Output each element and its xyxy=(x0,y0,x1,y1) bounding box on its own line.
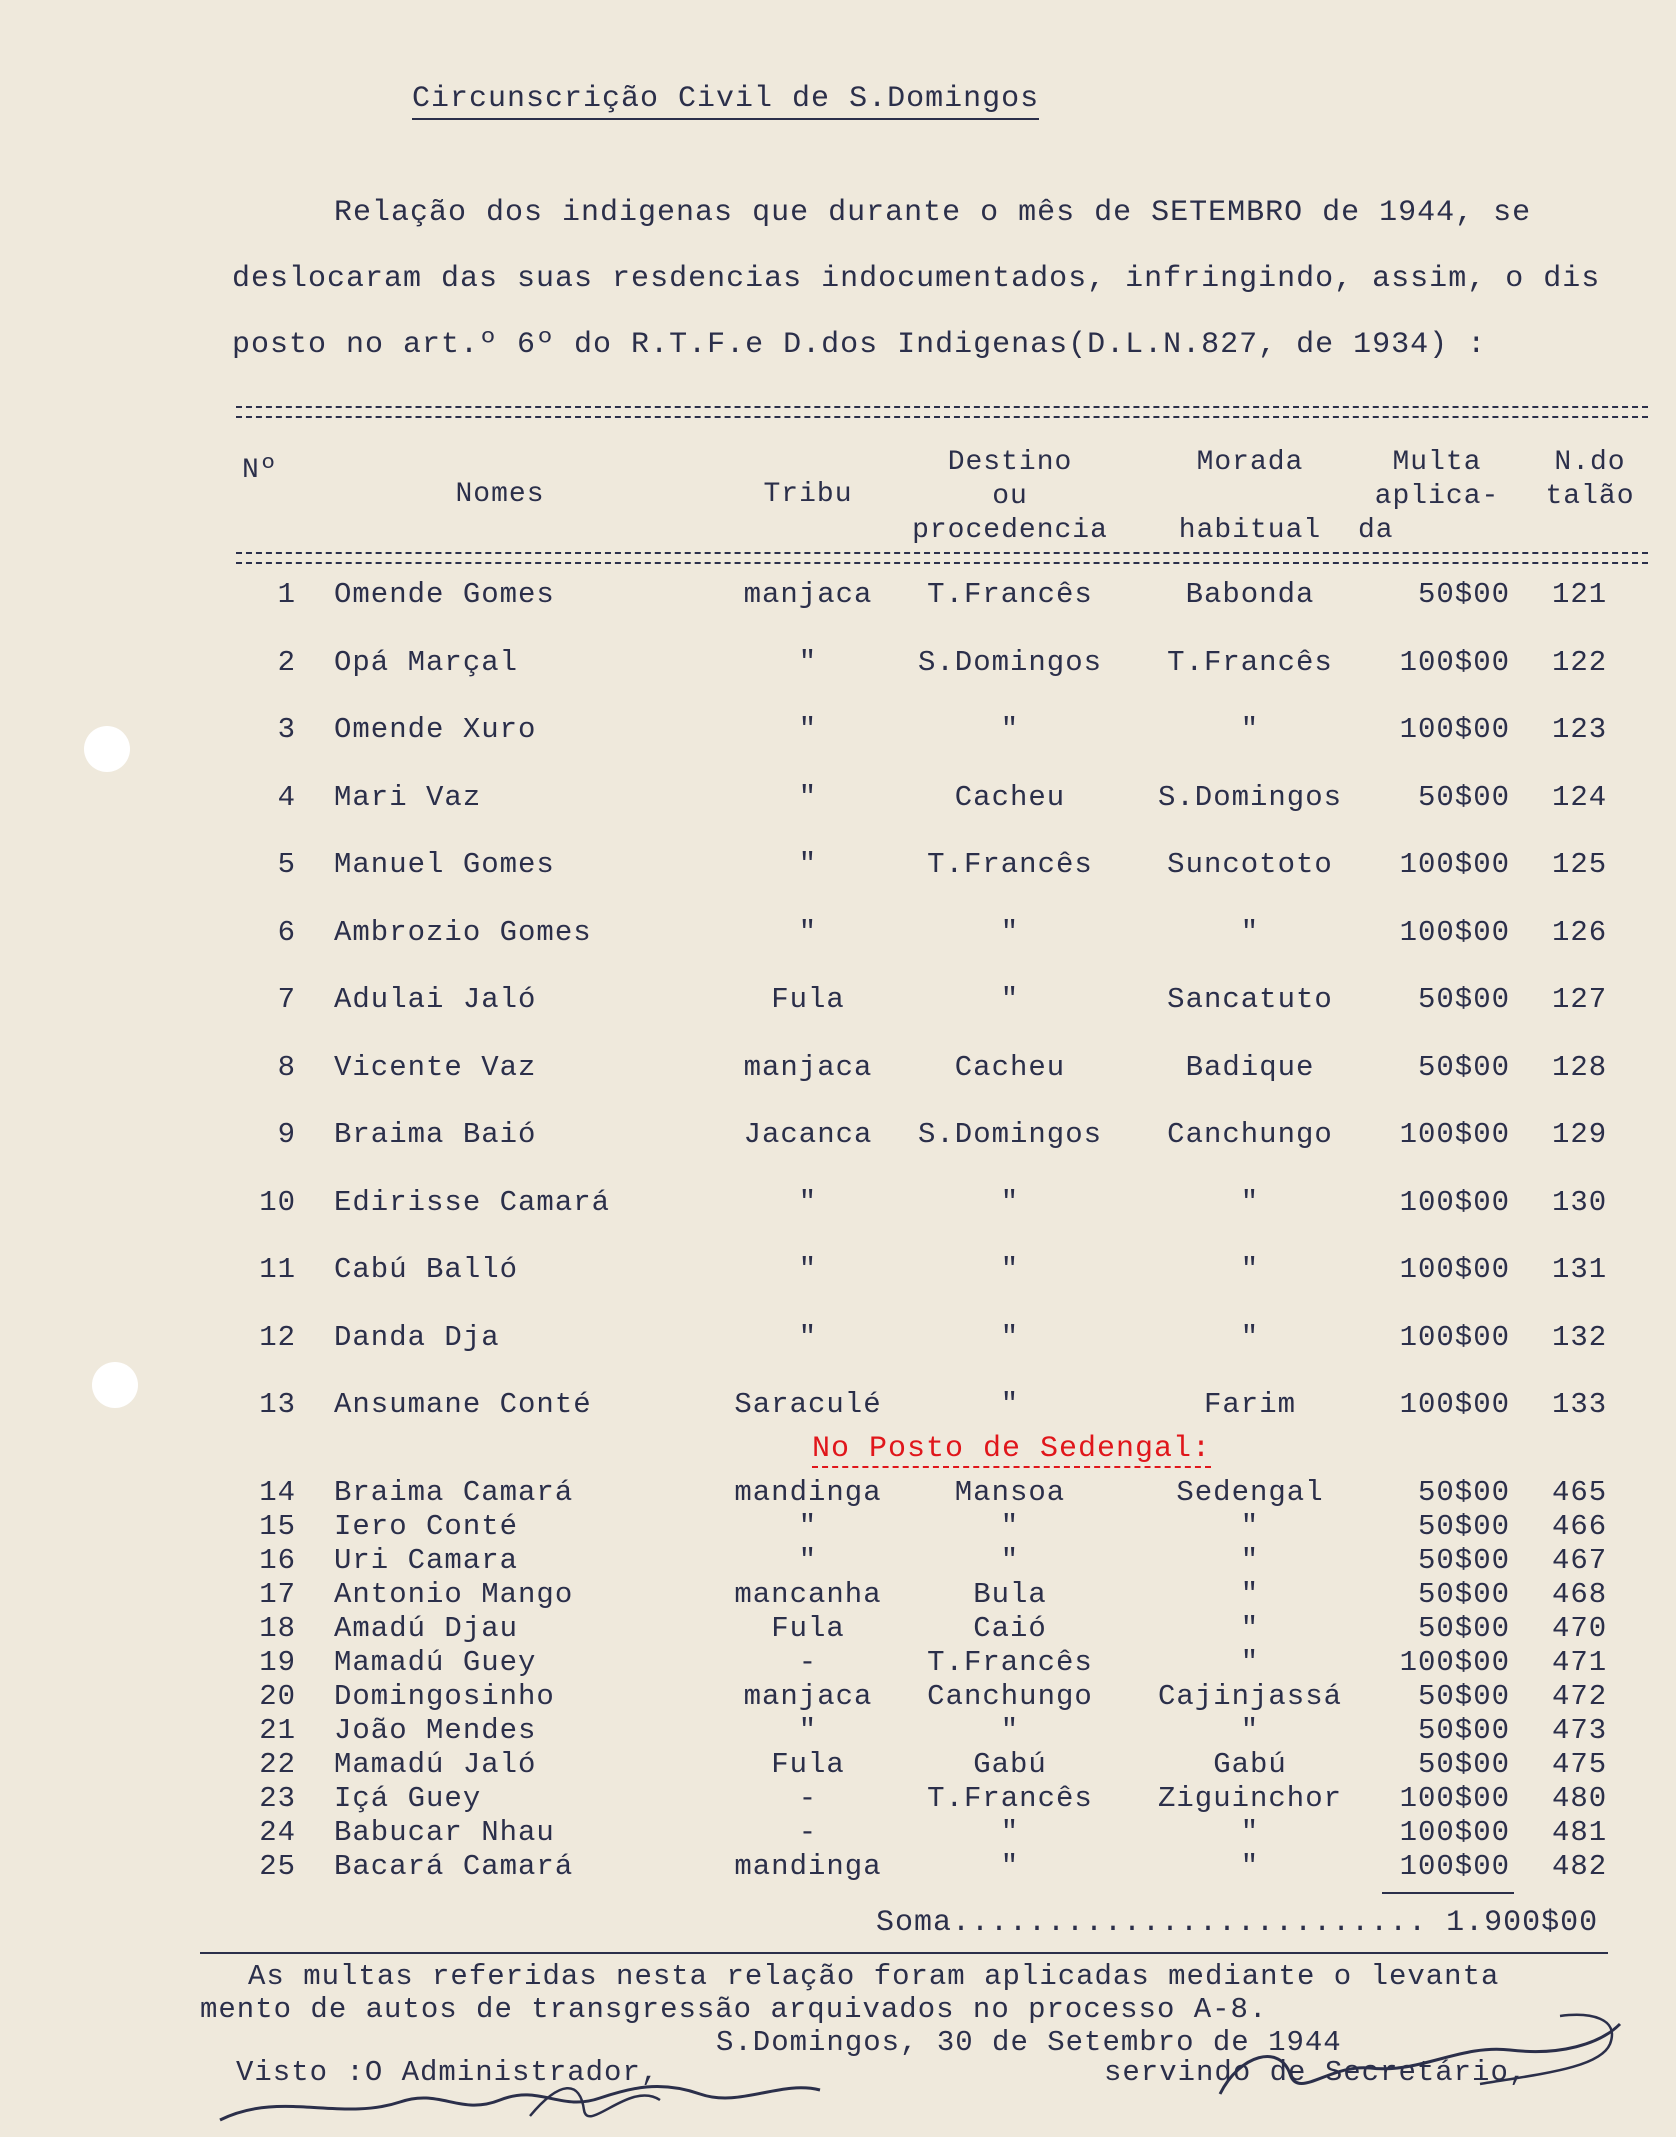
cell-fine: 100$00 xyxy=(1399,1320,1510,1354)
cell-tribe: - xyxy=(798,1782,818,1815)
cell-name: Iero Conté xyxy=(334,1510,519,1543)
footer-note-line-1: As multas referidas nesta relação foram aplicadas mediante o levanta xyxy=(248,1960,1500,1993)
header-destination-line-2: ou xyxy=(992,481,1028,512)
cell-fine: 50$00 xyxy=(1417,1578,1510,1611)
cell-receipt: 121 xyxy=(1552,578,1608,611)
cell-receipt: 471 xyxy=(1552,1646,1608,1679)
cell-name: Antonio Mango xyxy=(334,1578,574,1611)
cell-destination: Mansoa xyxy=(954,1476,1066,1509)
cell-name: Uri Camara xyxy=(334,1544,519,1577)
cell-fine: 50$00 xyxy=(1417,1510,1510,1543)
cell-receipt: 126 xyxy=(1552,915,1608,949)
header-fine-line-1: Multa xyxy=(1392,447,1482,478)
cell-num: 25 xyxy=(259,1850,296,1883)
cell-receipt: 473 xyxy=(1552,1714,1608,1747)
cell-residence: Sancatuto xyxy=(1167,983,1333,1016)
administrator-label: Visto :O Administrador, xyxy=(236,2056,660,2089)
cell-residence: " xyxy=(1240,1850,1260,1883)
cell-residence: Sedengal xyxy=(1176,1476,1324,1509)
cell-destination: T.Francês xyxy=(927,848,1093,881)
cell-receipt: 480 xyxy=(1552,1782,1608,1815)
cell-receipt: 122 xyxy=(1552,645,1608,679)
cell-receipt: 131 xyxy=(1552,1253,1608,1286)
cell-destination: S.Domingos xyxy=(917,645,1103,679)
cell-residence: " xyxy=(1240,1714,1260,1747)
footer-rule xyxy=(200,1952,1608,1954)
document-title: Circunscrição Civil de S.Domingos xyxy=(412,82,1039,120)
cell-destination: Caió xyxy=(973,1612,1047,1645)
cell-fine: 100$00 xyxy=(1399,1850,1510,1883)
cell-residence: Babonda xyxy=(1185,578,1315,611)
cell-num: 16 xyxy=(259,1544,296,1577)
header-fine-line-3: da xyxy=(1358,515,1394,546)
cell-destination: " xyxy=(1000,713,1020,746)
cell-destination: " xyxy=(1000,1253,1020,1286)
cell-destination: " xyxy=(1000,1185,1020,1219)
cell-tribe: " xyxy=(798,1185,818,1219)
cell-receipt: 481 xyxy=(1552,1816,1608,1849)
cell-destination: Bula xyxy=(973,1578,1047,1611)
cell-name: Opá Marçal xyxy=(334,645,519,679)
cell-tribe: " xyxy=(798,915,818,949)
cell-destination: Canchungo xyxy=(927,1680,1093,1713)
cell-tribe: " xyxy=(798,1253,818,1286)
cell-num: 5 xyxy=(277,848,296,881)
header-destination-line-1: Destino xyxy=(947,447,1073,478)
cell-destination: " xyxy=(1000,1816,1020,1849)
cell-fine: 100$00 xyxy=(1399,915,1510,949)
intro-paragraph xyxy=(232,180,1622,378)
cell-tribe: " xyxy=(798,848,818,881)
cell-fine: 50$00 xyxy=(1417,1050,1510,1084)
cell-residence: " xyxy=(1240,1510,1260,1543)
cell-tribe: manjaca xyxy=(743,578,873,611)
cell-num: 11 xyxy=(259,1253,296,1286)
secretary-label: servindo de Secretário, xyxy=(1104,2056,1528,2089)
cell-receipt: 465 xyxy=(1552,1476,1608,1509)
cell-tribe: " xyxy=(798,713,818,746)
cell-destination: Cacheu xyxy=(954,780,1066,814)
header-name: Nomes xyxy=(455,479,545,510)
header-tribe: Tribu xyxy=(763,479,853,510)
cell-name: Adulai Jaló xyxy=(334,983,537,1016)
cell-fine: 100$00 xyxy=(1399,1646,1510,1679)
cell-num: 23 xyxy=(259,1782,296,1815)
header-residence-line-2: habitual xyxy=(1178,515,1322,546)
cell-name: Braima Camará xyxy=(334,1476,574,1509)
cell-num: 2 xyxy=(277,645,296,679)
cell-receipt: 125 xyxy=(1552,848,1608,881)
cell-fine: 100$00 xyxy=(1399,848,1510,881)
cell-name: Danda Dja xyxy=(334,1320,500,1354)
cell-num: 12 xyxy=(259,1320,296,1354)
cell-receipt: 124 xyxy=(1552,780,1608,814)
cell-residence: T.Francês xyxy=(1167,645,1333,679)
cell-name: Içá Guey xyxy=(334,1782,482,1815)
cell-name: Edirisse Camará xyxy=(334,1185,611,1219)
cell-name: Domingosinho xyxy=(334,1680,555,1713)
cell-fine: 50$00 xyxy=(1417,1476,1510,1509)
total-value: 1.900$00 xyxy=(1446,1906,1599,1940)
cell-tribe: mandinga xyxy=(734,1850,882,1883)
cell-num: 7 xyxy=(277,983,296,1016)
cell-residence: " xyxy=(1240,1185,1260,1219)
cell-tribe: Fula xyxy=(771,1748,845,1781)
cell-residence: " xyxy=(1240,1816,1260,1849)
cell-receipt: 133 xyxy=(1552,1388,1608,1421)
cell-tribe: " xyxy=(798,1320,818,1354)
cell-receipt: 127 xyxy=(1552,983,1608,1016)
cell-num: 8 xyxy=(277,1050,296,1084)
cell-tribe: " xyxy=(798,1544,818,1577)
cell-residence: Canchungo xyxy=(1167,1118,1333,1151)
total-row xyxy=(876,1906,1598,1940)
cell-fine: 100$00 xyxy=(1399,713,1510,746)
cell-destination: " xyxy=(1000,1544,1020,1577)
cell-name: Omende Xuro xyxy=(334,713,537,746)
table-top-rule xyxy=(236,406,1648,418)
cell-receipt: 128 xyxy=(1552,1050,1608,1084)
cell-tribe: " xyxy=(798,780,818,814)
intro-line-3: posto no art.º 6º do R.T.F.e D.dos Indigenas(D.L.N.827, de 1934) : xyxy=(232,328,1487,362)
header-receipt-line-2: talão xyxy=(1545,481,1635,512)
cell-destination: T.Francês xyxy=(927,1782,1093,1815)
cell-name: Bacará Camará xyxy=(334,1850,574,1883)
cell-residence: " xyxy=(1240,1253,1260,1286)
total-underline xyxy=(1382,1892,1514,1894)
cell-destination: " xyxy=(1000,1510,1020,1543)
header-destination-line-3: procedencia xyxy=(912,515,1108,546)
cell-residence: Badique xyxy=(1185,1050,1315,1084)
header-num: Nº xyxy=(242,455,278,486)
cell-residence: Gabú xyxy=(1213,1748,1287,1781)
cell-num: 19 xyxy=(259,1646,296,1679)
cell-name: Babucar Nhau xyxy=(334,1816,555,1849)
cell-residence: Ziguinchor xyxy=(1157,1782,1343,1815)
cell-destination: " xyxy=(1000,1714,1020,1747)
cell-tribe: manjaca xyxy=(743,1050,873,1084)
cell-receipt: 470 xyxy=(1552,1612,1608,1645)
total-label: Soma......................... xyxy=(876,1906,1428,1940)
cell-residence: Farim xyxy=(1203,1388,1296,1421)
cell-name: Cabú Balló xyxy=(334,1253,519,1286)
cell-name: Vicente Vaz xyxy=(334,1050,537,1084)
cell-fine: 100$00 xyxy=(1399,1253,1510,1286)
cell-residence: " xyxy=(1240,1544,1260,1577)
cell-receipt: 467 xyxy=(1552,1544,1608,1577)
cell-fine: 50$00 xyxy=(1417,1680,1510,1713)
cell-residence: Suncototo xyxy=(1167,848,1333,881)
secretary-signature xyxy=(1180,2004,1640,2114)
punch-hole-bottom xyxy=(92,1362,138,1408)
cell-fine: 100$00 xyxy=(1399,1388,1510,1421)
cell-fine: 50$00 xyxy=(1417,1544,1510,1577)
cell-name: João Mendes xyxy=(334,1714,537,1747)
cell-destination: S.Domingos xyxy=(917,1118,1103,1151)
cell-num: 21 xyxy=(259,1714,296,1747)
cell-receipt: 123 xyxy=(1552,713,1608,746)
punch-hole-top xyxy=(84,726,130,772)
cell-name: Manuel Gomes xyxy=(334,848,555,881)
cell-residence: S.Domingos xyxy=(1157,780,1343,814)
place-and-date: S.Domingos, 30 de Setembro de 1944 xyxy=(716,2026,1342,2059)
cell-fine: 100$00 xyxy=(1399,645,1510,679)
cell-num: 4 xyxy=(277,780,296,814)
cell-destination: " xyxy=(1000,1320,1020,1354)
cell-name: Mari Vaz xyxy=(334,780,482,814)
cell-name: Ansumane Conté xyxy=(334,1388,592,1421)
cell-fine: 50$00 xyxy=(1417,780,1510,814)
cell-tribe: Saraculé xyxy=(734,1388,882,1421)
cell-residence: " xyxy=(1240,1320,1260,1354)
cell-tribe: " xyxy=(798,645,818,679)
intro-line-2: deslocaram das suas resdencias indocumentados, infringindo, assim, o dis xyxy=(232,262,1601,296)
cell-num: 24 xyxy=(259,1816,296,1849)
footer-note-line-2: mento de autos de transgressão arquivados no processo A-8. xyxy=(200,1993,1268,2026)
cell-tribe: Jacanca xyxy=(743,1118,873,1151)
cell-tribe: mandinga xyxy=(734,1476,882,1509)
cell-fine: 50$00 xyxy=(1417,578,1510,611)
cell-name: Braima Baió xyxy=(334,1118,537,1151)
cell-destination: " xyxy=(1000,915,1020,949)
cell-num: 22 xyxy=(259,1748,296,1781)
cell-name: Mamadú Guey xyxy=(334,1646,537,1679)
cell-residence: " xyxy=(1240,1578,1260,1611)
cell-tribe: " xyxy=(798,1510,818,1543)
cell-name: Mamadú Jaló xyxy=(334,1748,537,1781)
header-destination xyxy=(880,446,1140,548)
cell-tribe: mancanha xyxy=(734,1578,882,1611)
cell-receipt: 475 xyxy=(1552,1748,1608,1781)
cell-num: 3 xyxy=(277,713,296,746)
cell-destination: " xyxy=(1000,1850,1020,1883)
cell-tribe: " xyxy=(798,1714,818,1747)
cell-name: Ambrozio Gomes xyxy=(334,915,592,949)
header-residence-line-1: Morada xyxy=(1196,447,1304,478)
cell-fine: 100$00 xyxy=(1399,1185,1510,1219)
cell-num: 1 xyxy=(277,578,296,611)
cell-destination: T.Francês xyxy=(927,1646,1093,1679)
header-fine xyxy=(1352,446,1522,548)
cell-name: Amadú Djau xyxy=(334,1612,519,1645)
cell-num: 20 xyxy=(259,1680,296,1713)
header-residence xyxy=(1130,446,1370,548)
cell-num: 10 xyxy=(259,1185,296,1219)
subheading-sedengal: No Posto de Sedengal: xyxy=(812,1432,1212,1466)
cell-tribe: - xyxy=(798,1816,818,1849)
cell-residence: " xyxy=(1240,915,1260,949)
cell-num: 9 xyxy=(277,1118,296,1151)
cell-destination: Cacheu xyxy=(954,1050,1066,1084)
cell-fine: 100$00 xyxy=(1399,1118,1510,1151)
table-header-rule xyxy=(236,552,1648,564)
header-receipt-line-1: N.do xyxy=(1554,447,1626,478)
cell-receipt: 468 xyxy=(1552,1578,1608,1611)
cell-fine: 50$00 xyxy=(1417,1612,1510,1645)
administrator-signature xyxy=(200,2050,840,2134)
cell-residence: " xyxy=(1240,1646,1260,1679)
cell-receipt: 472 xyxy=(1552,1680,1608,1713)
cell-destination: " xyxy=(1000,983,1020,1016)
cell-residence: " xyxy=(1240,1612,1260,1645)
cell-fine: 100$00 xyxy=(1399,1816,1510,1849)
intro-line-1: Relação dos indigenas que durante o mês de SETEMBRO de 1944, se xyxy=(334,196,1532,230)
cell-residence: " xyxy=(1240,713,1260,746)
cell-receipt: 132 xyxy=(1552,1320,1608,1354)
cell-num: 17 xyxy=(259,1578,296,1611)
cell-receipt: 482 xyxy=(1552,1850,1608,1883)
cell-tribe: - xyxy=(798,1646,818,1679)
cell-num: 14 xyxy=(259,1476,296,1509)
cell-fine: 50$00 xyxy=(1417,1714,1510,1747)
cell-receipt: 129 xyxy=(1552,1118,1608,1151)
cell-residence: Cajinjassá xyxy=(1157,1680,1343,1713)
header-fine-line-2: aplica- xyxy=(1374,481,1500,512)
cell-num: 15 xyxy=(259,1510,296,1543)
cell-num: 6 xyxy=(277,915,296,949)
header-receipt xyxy=(1530,446,1650,514)
cell-receipt: 130 xyxy=(1552,1185,1608,1219)
cell-destination: " xyxy=(1000,1388,1020,1421)
cell-tribe: Fula xyxy=(771,1612,845,1645)
cell-fine: 50$00 xyxy=(1417,983,1510,1016)
cell-num: 18 xyxy=(259,1612,296,1645)
cell-name: Omende Gomes xyxy=(334,578,555,611)
cell-tribe: Fula xyxy=(771,983,845,1016)
cell-receipt: 466 xyxy=(1552,1510,1608,1543)
cell-destination: T.Francês xyxy=(927,578,1093,611)
cell-fine: 50$00 xyxy=(1417,1748,1510,1781)
cell-tribe: manjaca xyxy=(743,1680,873,1713)
cell-fine: 100$00 xyxy=(1399,1782,1510,1815)
cell-num: 13 xyxy=(259,1388,296,1421)
cell-destination: Gabú xyxy=(973,1748,1047,1781)
